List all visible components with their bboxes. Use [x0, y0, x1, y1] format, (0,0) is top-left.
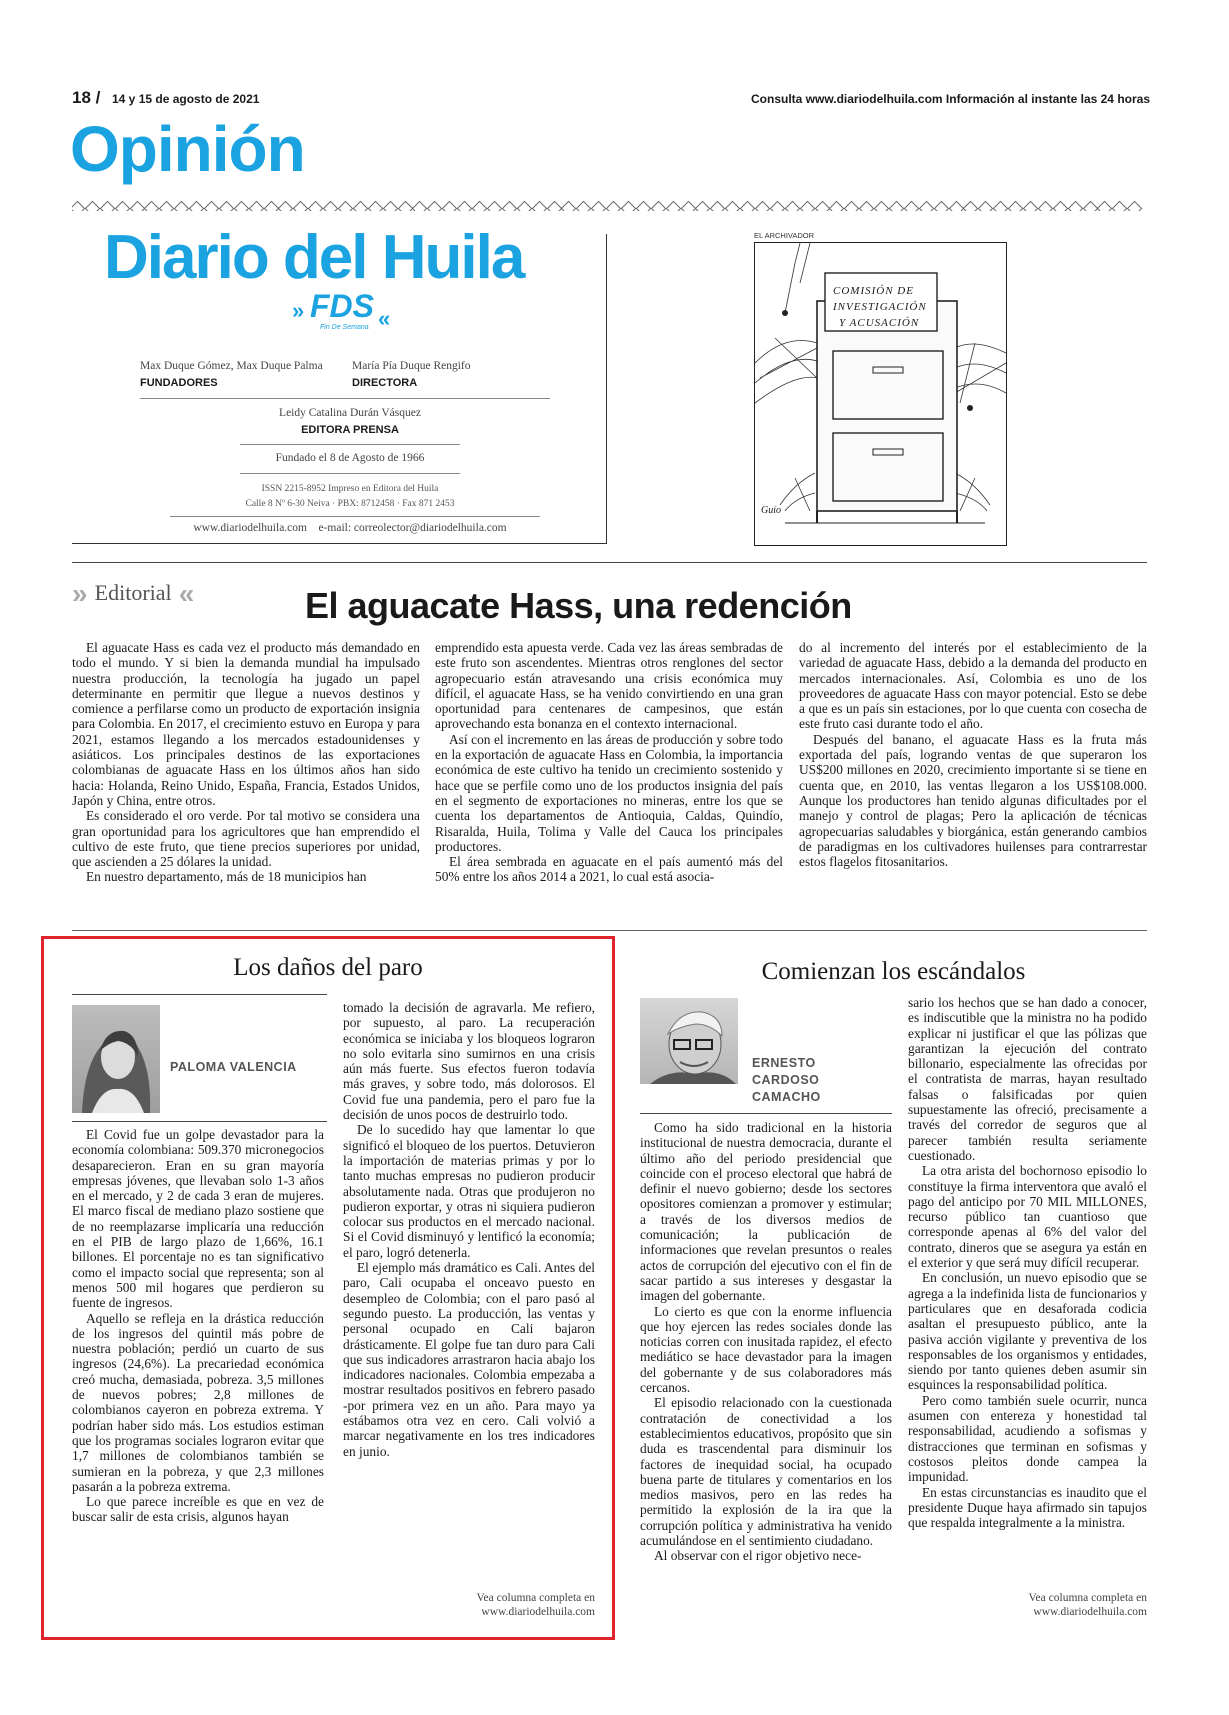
- page-number-value: 18: [72, 88, 91, 107]
- column-paragraph: El Covid fue un golpe devastador para la economía colombiana: 509.370 micronegocios desaparecieron. Eran en su gran mayoría empresas jóvenes, que llevaban solo 1-3 años en el mercado, y 2 de cada 3 eran de mujeres. El marco fiscal de mediano plazo sostiene que de no reemplazarse implicaría una reducción en el PIB de largo plazo de 1,66%, 16.1 billones. El porcentaje no es tan significativo como el impacto social que representa; son al menos 500 mil hogares que perdieron su fuente de ingresos.: [72, 1127, 324, 1311]
- director-name: María Pía Duque Rengifo: [352, 360, 471, 372]
- diamond-ornament: [725, 201, 741, 211]
- diamond-ornament: [650, 201, 666, 211]
- diamond-ornament: [844, 201, 860, 211]
- diamond-ornament: [1082, 201, 1098, 211]
- editorial-bottom-rule: [72, 930, 1147, 931]
- decorative-diamond-rule: [72, 199, 1147, 211]
- diamond-ornament: [784, 201, 800, 211]
- column-left-author: PALOMA VALENCIA: [170, 1060, 297, 1074]
- column-right-footer-text: Vea columna completa en: [1028, 1592, 1147, 1604]
- editorial-paragraph: El área sembrada en aguacate en el país aumentó más del 50% entre los años 2014 a 2021, lo cual está asocia-: [435, 854, 783, 885]
- diamond-ornament: [368, 201, 384, 211]
- column-left-title: Los daños del paro: [233, 954, 423, 981]
- diamond-ornament: [859, 201, 875, 211]
- column-left-col-2: [343, 1000, 595, 1459]
- cartoon-filing-cabinet: [754, 242, 1007, 546]
- diamond-ornament: [412, 201, 428, 211]
- cartoon-sign-line-1: COMISIÓN DE: [833, 285, 914, 297]
- cartoon-label: EL ARCHIVADOR: [754, 231, 815, 240]
- diamond-ornament: [710, 201, 726, 211]
- fds-subtitle: Fin De Semana: [320, 324, 369, 331]
- column-left-title-rule: [72, 994, 327, 995]
- column-paragraph: Lo que parece increíble es que en vez de buscar salir de esta crisis, algunos hayan: [72, 1494, 324, 1525]
- diamond-ornament: [755, 201, 771, 211]
- section-title: Opinión: [70, 113, 305, 185]
- editorial-title: El aguacate Hass, una redención: [305, 585, 852, 626]
- website-link[interactable]: www.diariodelhuila.com: [193, 522, 307, 534]
- editorial-kicker: [72, 578, 194, 610]
- column-paragraph: Al observar con el rigor objetivo nece-: [654, 1548, 862, 1564]
- page-number: 18 /: [72, 88, 101, 107]
- diamond-ornament: [487, 201, 503, 211]
- column-paragraph: La otra arista del bochornoso episodio lo constituye la firma interventora que avaló el pago del anticipo por 70 MIL MILLONES, recurso público tan cuantioso que corresponde apenas al 6% del valor del contrato, dineros que se asegura ya están en el exterior y que será muy difícil recuperar.: [908, 1163, 1147, 1271]
- diamond-ornament: [591, 201, 607, 211]
- diamond-ornament: [904, 201, 920, 211]
- diamond-ornament: [516, 201, 532, 211]
- column-paragraph: En estas circunstancias es inaudito que el presidente Duque haya afirmado sin tapujos que respalda integralmente a la ministra.: [908, 1484, 1147, 1531]
- diamond-ornament: [1008, 201, 1024, 211]
- cartoon-signature: Guío: [761, 505, 781, 516]
- diamond-ornament: [85, 201, 101, 211]
- masthead-rule-2: [240, 444, 460, 445]
- editorial-column-2: [435, 640, 783, 885]
- avatar: [72, 1005, 160, 1113]
- masthead-logo: Diario del Huila: [104, 223, 524, 292]
- diamond-ornament: [234, 201, 250, 211]
- column-right-footer-link[interactable]: www.diariodelhuila.com: [1033, 1606, 1147, 1618]
- editorial-paragraph: El aguacate Hass es cada vez el producto más demandado en todo el mundo. Y si bien la demanda mundial ha impulsado nuestra producción, la tecnología ha jugado un papel determinante en permitir que llegue a nuevos destinos y comience a perfilarse como un producto de exportación insignia para Colombia. En 2017, el crecimiento estuvo en Europa y para 2021, estamos llegando a los mercados estadounidenses y asiáticos. Los principales destinos de las exportaciones colombianas de aguacate Hass en los últimos años han sido hacia: Holanda, Reino Unido, España, Francia, Estados Unidos, Japón y China, entre otros.: [72, 640, 420, 808]
- diamond-ornament: [427, 201, 443, 211]
- diamond-ornament: [561, 201, 577, 211]
- masthead-rule-1: [140, 398, 550, 399]
- diamond-ornament: [159, 201, 175, 211]
- diamond-ornament: [278, 201, 294, 211]
- fds-logo: [292, 290, 402, 334]
- column-left-author-rule: [72, 1121, 327, 1122]
- founded-date: Fundado el 8 de Agosto de 1966: [275, 452, 425, 464]
- diamond-ornament: [1053, 201, 1069, 211]
- chevron-right-icon: »: [72, 578, 88, 609]
- diamond-ornament: [263, 201, 279, 211]
- masthead-rule-3: [240, 473, 460, 474]
- column-left-footer-link[interactable]: www.diariodelhuila.com: [481, 1606, 595, 1618]
- editorial-paragraph: Así con el incremento en las áreas de producción y sobre todo en la exportación de aguacate Hass en Colombia, la importancia económica de este cultivo ha tenido un crecimiento sostenido y hace que se perfile como uno de los productos insignia del país en el segmento de exportaciones no mineras, entre los que se cuenta los departamentos de Antioquia, Caldas, Quindío, Risaralda, Huila, Tolima y Valle del Cauca los principales productores.: [435, 731, 783, 854]
- cartoon-sign-line-3: Y ACUSACIÓN: [839, 317, 920, 329]
- diamond-ornament: [740, 201, 756, 211]
- diamond-ornament: [576, 201, 592, 211]
- diamond-ornament: [397, 201, 413, 211]
- column-paragraph: El ejemplo más dramático es Cali. Antes del paro, Cali ocupaba el onceavo puesto en desempleo de Colombia; con el paro pasó al segundo puesto. La producción, las ventas y personal ocupado en Cali bajaron drásticamente. El golpe fue tan duro para Cali que sus indicadores arrastraron hacia abajo los indicadores nacionales. Colombia empezaba a mostrar resultados positivos en febrero pasado -por primera vez en un año. Para mayo ya estábamos otra vez en cero. Cali volvió a marcar negativamente en los tres indicadores en junio.: [343, 1260, 595, 1459]
- diamond-ornament: [100, 201, 116, 211]
- column-paragraph: sario los hechos que se han dado a conocer, es indiscutible que la ministra no ha podido explicar ni justificar el que las pólizas que garantizan la ejecución del contrato billonario, especialmente las ofrecidas por el contratista de marras, hayan resultado falsas o falsificadas por quien supuestamente las ofreció, precisamente a través del corredor de seguros que al parecer también resulta seriamente cuestionado.: [908, 995, 1147, 1163]
- diamond-ornament: [248, 201, 264, 211]
- diamond-ornament: [770, 201, 786, 211]
- diamond-ornament: [933, 201, 949, 211]
- cartoon-sign-line-2: INVESTIGACIÓN: [833, 301, 927, 313]
- diamond-ornament: [174, 201, 190, 211]
- diamond-ornament: [546, 201, 562, 211]
- column-paragraph: Pero como también suele ocurrir, nunca asumen con entereza y honestidad tal responsabilidad, acudiendo a sofismas y distracciones que terminan en sofismas y costosos pleitos donde campea la impunidad.: [908, 1392, 1147, 1485]
- diamond-ornament: [695, 201, 711, 211]
- diamond-ornament: [472, 201, 488, 211]
- column-left-footer-text: Vea columna completa en: [476, 1592, 595, 1604]
- diamond-ornament: [144, 201, 160, 211]
- top-section-rule: [72, 562, 1147, 563]
- editorial-paragraph: do al incremento del interés por el establecimiento de la variedad de aguacate Hass, debido a la demanda del producto en mercados internacionales. Así, Colombia es uno de los proveedores de aguacate Hass con mayor potencial. Esto se debe a que es un país sin estaciones, por lo que cuenta con cosecha de este fruto casi durante todo el año.: [799, 640, 1147, 732]
- avatar: [640, 998, 738, 1084]
- founders-names: Max Duque Gómez, Max Duque Palma: [140, 360, 323, 372]
- diamond-ornament: [129, 201, 145, 211]
- fds-chevrons-left-icon: »: [292, 298, 305, 323]
- email-link[interactable]: e-mail: correolector@diariodelhuila.com: [318, 522, 507, 534]
- chevron-left-icon: «: [178, 578, 195, 609]
- masthead-bottom-rule: [72, 543, 607, 544]
- diamond-ornament: [204, 201, 220, 211]
- diamond-ornament: [353, 201, 369, 211]
- masthead-rule-4: [170, 516, 540, 517]
- column-paragraph: En conclusión, un nuevo episodio que se agrega a la indefinida lista de funcionarios y particulares que en desaforada codicia asaltan el presupuesto público, ante la pasiva acción vigilante y preventiva de los responsables de los organismos y entidades, siendo por tanto quienes deben asumir sin esquinces la responsabilidad política.: [908, 1270, 1147, 1393]
- editorial-column-3: [799, 640, 1147, 869]
- column-right-author-line: CARDOSO: [752, 1073, 820, 1087]
- diamond-ornament: [636, 201, 652, 211]
- column-left-footer: [343, 1591, 595, 1619]
- diamond-ornament: [293, 201, 309, 211]
- diamond-ornament: [948, 201, 964, 211]
- column-right-author-line: ERNESTO: [752, 1056, 816, 1070]
- column-right-author-line: CAMACHO: [752, 1090, 821, 1104]
- diamond-ornament: [874, 201, 890, 211]
- diamond-ornament: [993, 201, 1009, 211]
- column-paragraph: Aquello se refleja en la drástica reducción de los ingresos del quintil más pobre de nuestra población; perdió un cuarto de sus ingresos (24,6%). La precariedad económica creó mucha, demasiada, pobreza. 3,5 millones de nuevos pobres; 2,8 millones de colombianos cayeron en pobreza extrema. Y podrían haber sido más. Los estudios estiman que los programas sociales lograron evitar que 1,7 millones de colombianos también se sumieran en la pobreza, y que 2,3 millones pasarán a la pobreza extrema.: [72, 1310, 324, 1494]
- column-right-footer: [908, 1591, 1147, 1619]
- diamond-ornament: [323, 201, 339, 211]
- diamond-ornament: [606, 201, 622, 211]
- author-photo-paloma: [72, 1005, 160, 1113]
- diamond-ornament: [72, 201, 85, 211]
- diamond-ornament: [621, 201, 637, 211]
- diamond-ornament: [442, 201, 458, 211]
- diamond-ornament: [457, 201, 473, 211]
- column-paragraph: Como ha sido tradicional en la historia institucional de nuestra democracia, durante el último año del periodo presidencial que coincide con el proceso electoral que habrá de definir el nuevo gobierno; desde los sectores opositores comienzan a promover y estimular; a través de los diversos medios de comunicación; la publicación de informaciones que revelan presuntos o reales actos de corrupción del ejecutivo con el fin de sacar partido a sus intereses y desgastar la imagen del gobernante.: [640, 1120, 892, 1304]
- diamond-ornament: [531, 201, 547, 211]
- diamond-ornament: [978, 201, 994, 211]
- masthead-vertical-rule: [606, 234, 607, 544]
- editor-name: Leidy Catalina Durán Vásquez: [279, 407, 421, 419]
- column-paragraph: El episodio relacionado con la cuestionada contratación de conectividad a los establecimientos educativos, propósito que sin duda es trascendental para disminuir los factores de inequidad social, ha ocupado buena parte de titulares y comentarios en los medios masivos, pero en las redes ha permitido la explosión de la ira que la corrupción política y administrativa ha venido acumulándose en el sentimiento ciudadano.: [640, 1395, 892, 1549]
- diamond-ornament: [889, 201, 905, 211]
- address-line: Calle 8 Nº 6-30 Neiva · PBX: 8712458 · Fax 871 2453: [245, 499, 455, 509]
- diamond-ornament: [219, 201, 235, 211]
- editorial-paragraph: Después del banano, el aguacate Hass es la fruta más exportada del país, logrando ventas de que superaron los US$200 millones en 2020, crecimiento importante si se tiene en cuenta que, en 2010, las ventas llegaron a los US$108.000. Aunque los productores han tenido algunas dificultades por el manejo y control de plagas; Pero la aplicación de técnicas agropecuarias saludables y biorgánica, están generando cambios de paradigmas en los cultivadores huilenses para contrarrestar estos flagelos fitosanitarios.: [799, 731, 1147, 870]
- column-right-title: Comienzan los escándalos: [761, 958, 1026, 985]
- fds-chevrons-right-icon: «: [378, 306, 391, 331]
- diamond-ornament: [114, 201, 130, 211]
- diamond-ornament: [814, 201, 830, 211]
- column-paragraph: Lo cierto es que con la enorme influencia que hoy ejercen las redes sociales donde las noticias corren con inusitada rapidez, el efecto mediático se hace devastador para la imagen del gobernante y de sus colaboradores más cercanos.: [640, 1303, 892, 1396]
- diamond-ornament: [1127, 201, 1143, 211]
- diamond-ornament: [829, 201, 845, 211]
- column-right-col-1: [640, 1120, 892, 1564]
- diamond-ornament: [1112, 201, 1128, 211]
- diamond-ornament: [680, 201, 696, 211]
- issue-date: 14 y 15 de agosto de 2021: [112, 92, 260, 106]
- column-right-author: [752, 1055, 821, 1106]
- column-left-col-1: [72, 1127, 324, 1525]
- diamond-ornament: [502, 201, 518, 211]
- diamond-ornament: [1023, 201, 1039, 211]
- diamond-ornament: [338, 201, 354, 211]
- editorial-kicker-label: Editorial: [94, 580, 172, 605]
- diamond-ornament: [963, 201, 979, 211]
- editorial-column-1: [72, 640, 420, 885]
- column-paragraph: tomado la decisión de agravarla. Me refiero, por supuesto, al paro. La recuperación económica se iniciaba y los bloqueos lograron no solo evitarla sino sumirnos en una crisis aún más fuerte. Sus efectos fueron todavía más graves, y sobre todo, más dolorosos. El Covid fue una pandemia, pero el paro fue la decisión de unos pocos de destruirlo todo.: [343, 1000, 595, 1123]
- editorial-paragraph: Es considerado el oro verde. Por tal motivo se considera una gran oportunidad para los agricultores que han emprendido el cultivo de este fruto, que tiene precios superiores por unidad, que ascienden a 25 dólares la unidad.: [72, 808, 420, 870]
- diamond-ornament: [382, 201, 398, 211]
- column-paragraph: De lo sucedido hay que lamentar lo que significó el bloqueo de los puertos. Detuvieron la importación de materias primas y por lo tanto muchas empresas no pudieron producir absolutamente nada. Otras que produjeron no pudieron exportar, y otras ni siquiera pudieron colocar sus productos en el mercado nacional. Si el Covid disminuyó y lentificó la economía; el paro, logró detenerla.: [343, 1122, 595, 1260]
- diamond-ornament: [918, 201, 934, 211]
- consult-banner: Consulta www.diariodelhuila.com Información al instante las 24 horas: [751, 92, 1150, 106]
- column-right-author-rule: [640, 1113, 892, 1114]
- director-label: DIRECTORA: [352, 377, 418, 389]
- editorial-paragraph: emprendido esta apuesta verde. Cada vez las áreas sembradas de este fruto son ascendentes. Mientras otros renglones del sector agropecuario están atravesando una crisis económica muy difícil, el aguacate Hass, se ha venido convirtiendo en una gran oportunidad para centenares de campesinos, que están aprovechando esta bonanza en el contexto internacional.: [435, 640, 783, 732]
- editor-label: EDITORA PRENSA: [301, 424, 399, 436]
- editorial-paragraph: En nuestro departamento, más de 18 municipios han: [86, 869, 367, 885]
- diamond-ornament: [1067, 201, 1083, 211]
- website-line: [90, 522, 610, 534]
- fds-letters: FDS: [310, 288, 374, 324]
- column-right-col-2: [908, 995, 1147, 1530]
- issn-line: ISSN 2215-8952 Impreso en Editora del Huila: [261, 484, 439, 494]
- founders-label: FUNDADORES: [140, 377, 218, 389]
- diamond-ornament: [799, 201, 815, 211]
- diamond-ornament: [1097, 201, 1113, 211]
- diamond-ornament: [308, 201, 324, 211]
- diamond-ornament: [1038, 201, 1054, 211]
- diamond-ornament: [665, 201, 681, 211]
- diamond-ornament: [189, 201, 205, 211]
- author-photo-ernesto: [640, 998, 738, 1084]
